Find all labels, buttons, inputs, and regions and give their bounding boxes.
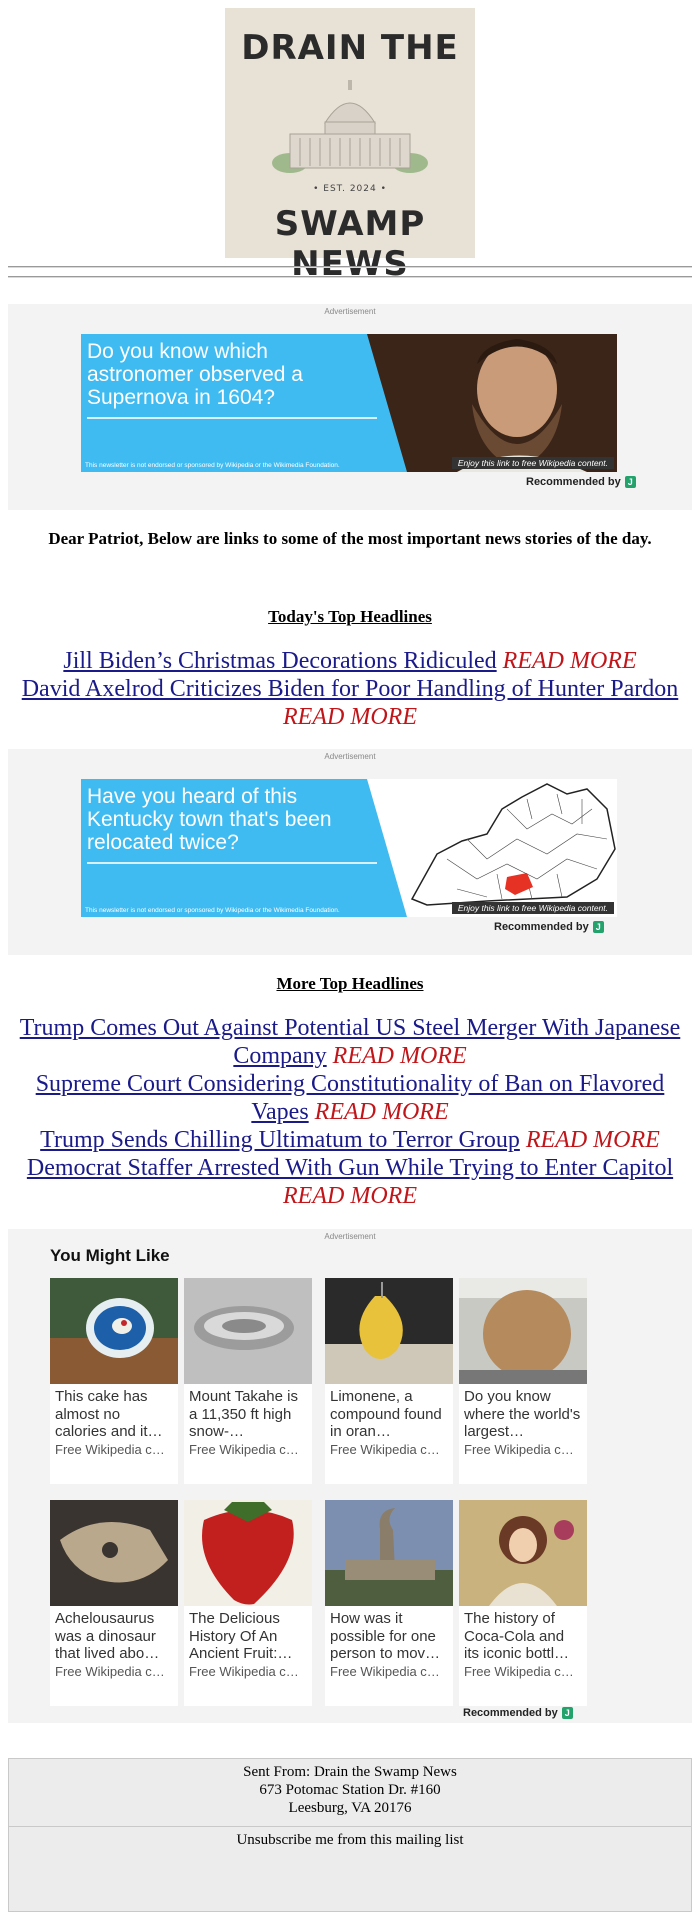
card-source: Free Wikipedia c… bbox=[330, 1442, 440, 1457]
vintage-coca-cola-ad-image bbox=[459, 1500, 587, 1606]
card-title: Achelousaurus was a dinosaur that lived abo… bbox=[55, 1610, 160, 1662]
dinosaur-skull-image bbox=[50, 1500, 178, 1606]
sender-address-line2: Leesburg, VA 20176 bbox=[288, 1800, 412, 1816]
ad-fine-print: This newsletter is not endorsed or sponsored by Wikipedia or the Wikimedia Foundation. bbox=[85, 462, 340, 469]
headline-link[interactable]: Jill Biden’s Christmas Decorations Ridiculed bbox=[63, 648, 497, 674]
unsubscribe-link[interactable]: Unsubscribe me from this mailing list bbox=[236, 1832, 464, 1848]
ad-question: Have you heard of this Kentucky town that's been relocated twice? bbox=[87, 785, 332, 854]
card-source: Free Wikipedia c… bbox=[55, 1664, 165, 1679]
card-title: The history of Coca-Cola and its iconic bottl… bbox=[464, 1610, 570, 1662]
intro-text: Dear Patriot, Below are links to some of the most important news stories of the day. bbox=[48, 529, 652, 548]
strawberry-image bbox=[184, 1500, 312, 1606]
card-title: Limonene, a compound found in oran… bbox=[330, 1388, 442, 1440]
headline-link[interactable]: David Axelrod Criticizes Biden for Poor Handling of Hunter Pardon bbox=[21, 676, 679, 702]
twine-ball-image bbox=[459, 1278, 587, 1384]
recommendation-card[interactable] bbox=[325, 1500, 453, 1706]
recommendation-card[interactable] bbox=[50, 1500, 178, 1706]
card-source: Free Wikipedia c… bbox=[55, 1442, 165, 1457]
advertisement-label: Advertisement bbox=[324, 1232, 376, 1241]
kentucky-map-image bbox=[367, 779, 617, 917]
recommender-logo-icon: J bbox=[593, 921, 604, 933]
sender-address-box bbox=[8, 1758, 692, 1830]
card-title: How was it possible for one person to mov… bbox=[330, 1610, 441, 1662]
coral-castle-image bbox=[325, 1500, 453, 1606]
read-more-link[interactable]: READ MORE bbox=[525, 1127, 660, 1153]
section-title-top-headlines: Today's Top Headlines bbox=[268, 607, 432, 626]
recommended-by-label: Recommended by J bbox=[494, 921, 604, 933]
cake-plate-image bbox=[50, 1278, 178, 1384]
recommendation-card[interactable] bbox=[184, 1278, 312, 1484]
divider bbox=[8, 266, 692, 268]
read-more-link[interactable]: READ MORE bbox=[314, 1099, 449, 1125]
card-title: Mount Takahe is a 11,350 ft high snow-… bbox=[189, 1388, 298, 1440]
ad-banner[interactable] bbox=[81, 779, 617, 917]
sender-address-line1: 673 Potomac Station Dr. #160 bbox=[259, 1782, 441, 1798]
recommender-logo-icon: J bbox=[562, 1707, 573, 1719]
card-source: Free Wikipedia c… bbox=[464, 1664, 574, 1679]
recommender-logo-icon: J bbox=[625, 476, 636, 488]
headline-link[interactable]: Trump Sends Chilling Ultimatum to Terror Group bbox=[40, 1127, 520, 1153]
headline-link[interactable]: Trump Comes Out Against Potential US Steel Merger With Japanese Company bbox=[19, 1015, 681, 1069]
advertisement-block bbox=[8, 304, 692, 510]
capitol-building-icon bbox=[270, 78, 430, 178]
ad-caption: Enjoy this link to free Wikipedia content. bbox=[452, 457, 614, 469]
headline-list bbox=[8, 647, 692, 731]
card-source: Free Wikipedia c… bbox=[464, 1442, 574, 1457]
headline-item bbox=[8, 1154, 692, 1210]
card-title: Do you know where the world's largest… bbox=[464, 1388, 581, 1440]
headline-link[interactable]: Democrat Staffer Arrested With Gun While Trying to Enter Capitol bbox=[26, 1155, 674, 1181]
sender-name: Sent From: Drain the Swamp News bbox=[243, 1764, 457, 1780]
logo-top-text: DRAIN THE bbox=[241, 28, 459, 68]
card-source: Free Wikipedia c… bbox=[189, 1442, 299, 1457]
section-title-more-headlines: More Top Headlines bbox=[276, 974, 424, 993]
divider bbox=[8, 276, 692, 278]
headline-item bbox=[8, 675, 692, 731]
you-might-like-title: You Might Like bbox=[50, 1246, 170, 1265]
recommendation-card[interactable] bbox=[459, 1278, 587, 1484]
card-source: Free Wikipedia c… bbox=[189, 1664, 299, 1679]
logo-est-text: • EST. 2024 • bbox=[313, 184, 387, 194]
recommended-by-label: Recommended by J bbox=[463, 1707, 573, 1719]
card-title: The Delicious History Of An Ancient Fruit:… bbox=[189, 1610, 293, 1662]
headline-item bbox=[8, 647, 692, 675]
ad-banner[interactable] bbox=[81, 334, 617, 472]
advertisement-block bbox=[8, 749, 692, 955]
site-logo bbox=[225, 8, 475, 284]
card-title: This cake has almost no calories and it… bbox=[55, 1388, 163, 1440]
mountain-aerial-image bbox=[184, 1278, 312, 1384]
astronomer-portrait-image bbox=[367, 334, 617, 472]
banner-divider bbox=[87, 862, 377, 864]
banner-divider bbox=[87, 417, 377, 419]
yellow-drop-image bbox=[325, 1278, 453, 1384]
headline-item bbox=[8, 1070, 692, 1126]
headline-item bbox=[8, 1014, 692, 1070]
logo-bottom-text: SWAMP NEWS bbox=[274, 204, 426, 284]
recommendation-card[interactable] bbox=[459, 1500, 587, 1706]
read-more-link[interactable]: READ MORE bbox=[283, 704, 417, 730]
ad-question: Do you know which astronomer observed a Supernova in 1604? bbox=[87, 340, 303, 409]
read-more-link[interactable]: READ MORE bbox=[502, 648, 637, 674]
headline-list bbox=[8, 1014, 692, 1210]
card-source: Free Wikipedia c… bbox=[330, 1664, 440, 1679]
read-more-link[interactable]: READ MORE bbox=[332, 1043, 467, 1069]
recommendation-card[interactable] bbox=[50, 1278, 178, 1484]
recommendation-card[interactable] bbox=[184, 1500, 312, 1706]
advertisement-label: Advertisement bbox=[324, 307, 376, 316]
recommended-by-label: Recommended by J bbox=[526, 476, 636, 488]
ad-fine-print: This newsletter is not endorsed or sponsored by Wikipedia or the Wikimedia Foundation. bbox=[85, 907, 340, 914]
recommendation-card[interactable] bbox=[325, 1278, 453, 1484]
headline-item bbox=[8, 1126, 692, 1154]
read-more-link[interactable]: READ MORE bbox=[283, 1183, 417, 1209]
ad-caption: Enjoy this link to free Wikipedia content. bbox=[452, 902, 614, 914]
unsubscribe-box bbox=[8, 1826, 692, 1912]
advertisement-label: Advertisement bbox=[324, 752, 376, 761]
headline-link[interactable]: Supreme Court Considering Constitutionality of Ban on Flavored Vapes bbox=[35, 1071, 665, 1125]
